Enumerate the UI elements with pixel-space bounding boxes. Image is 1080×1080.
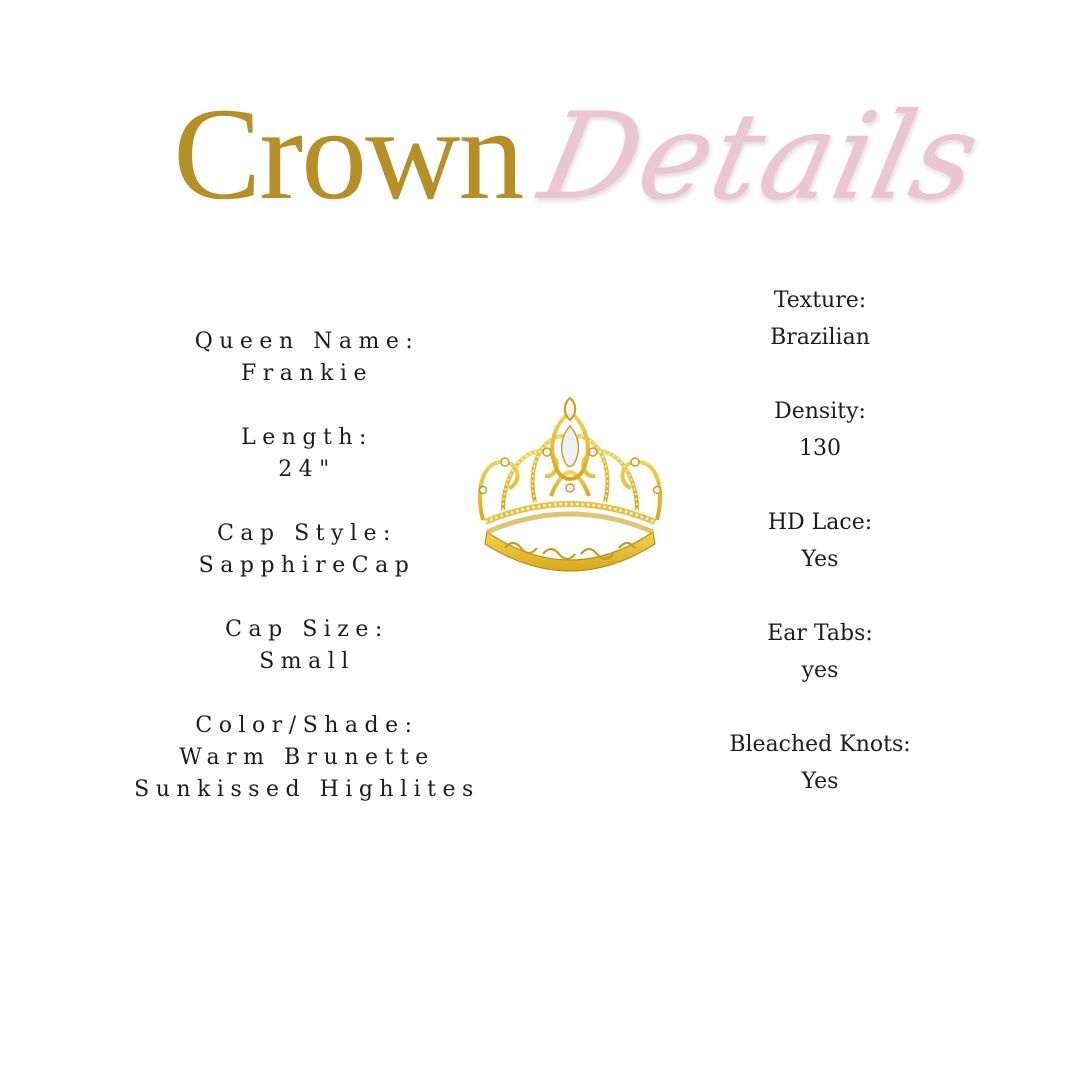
title-word-crown: Crown: [173, 80, 523, 227]
detail-label: Cap Style:: [217, 521, 397, 546]
detail-cap-style: [112, 518, 502, 582]
page-title: [0, 80, 1080, 227]
detail-label: HD Lace:: [767, 510, 873, 535]
detail-density: [690, 393, 950, 467]
detail-bleached-knots: [690, 726, 950, 800]
detail-value: Brazilian: [770, 325, 870, 350]
detail-label: Queen Name:: [194, 329, 420, 354]
detail-label: Ear Tabs:: [767, 621, 873, 646]
title-word-details: Details: [529, 88, 992, 227]
detail-value: Yes: [801, 547, 839, 572]
detail-label: Density:: [774, 399, 866, 424]
detail-ear-tabs: [690, 615, 950, 689]
detail-value: SapphireCap: [198, 553, 416, 578]
detail-texture: [690, 282, 950, 356]
detail-value: Yes: [801, 769, 839, 794]
detail-value: yes: [801, 658, 839, 683]
detail-value: 24": [278, 457, 336, 482]
detail-label: Cap Size:: [225, 617, 389, 642]
detail-label: Length:: [241, 425, 373, 450]
detail-queen-name: [112, 326, 502, 390]
detail-length: [112, 422, 502, 486]
wig-details-left-column: [112, 326, 502, 838]
detail-color-shade: [112, 710, 502, 806]
detail-value: 130: [799, 436, 841, 461]
detail-value: Warm Brunette: [179, 745, 435, 770]
detail-cap-size: [112, 614, 502, 678]
detail-hd-lace: [690, 504, 950, 578]
detail-value: Small: [259, 649, 355, 674]
crown-icon: [465, 392, 675, 582]
wig-details-right-column: [690, 282, 950, 837]
detail-label: Texture:: [773, 288, 867, 313]
detail-value: Sunkissed Highlites: [134, 777, 480, 802]
detail-value: Frankie: [241, 361, 373, 386]
detail-label: Color/Shade:: [195, 713, 419, 738]
detail-label: Bleached Knots:: [729, 732, 911, 757]
